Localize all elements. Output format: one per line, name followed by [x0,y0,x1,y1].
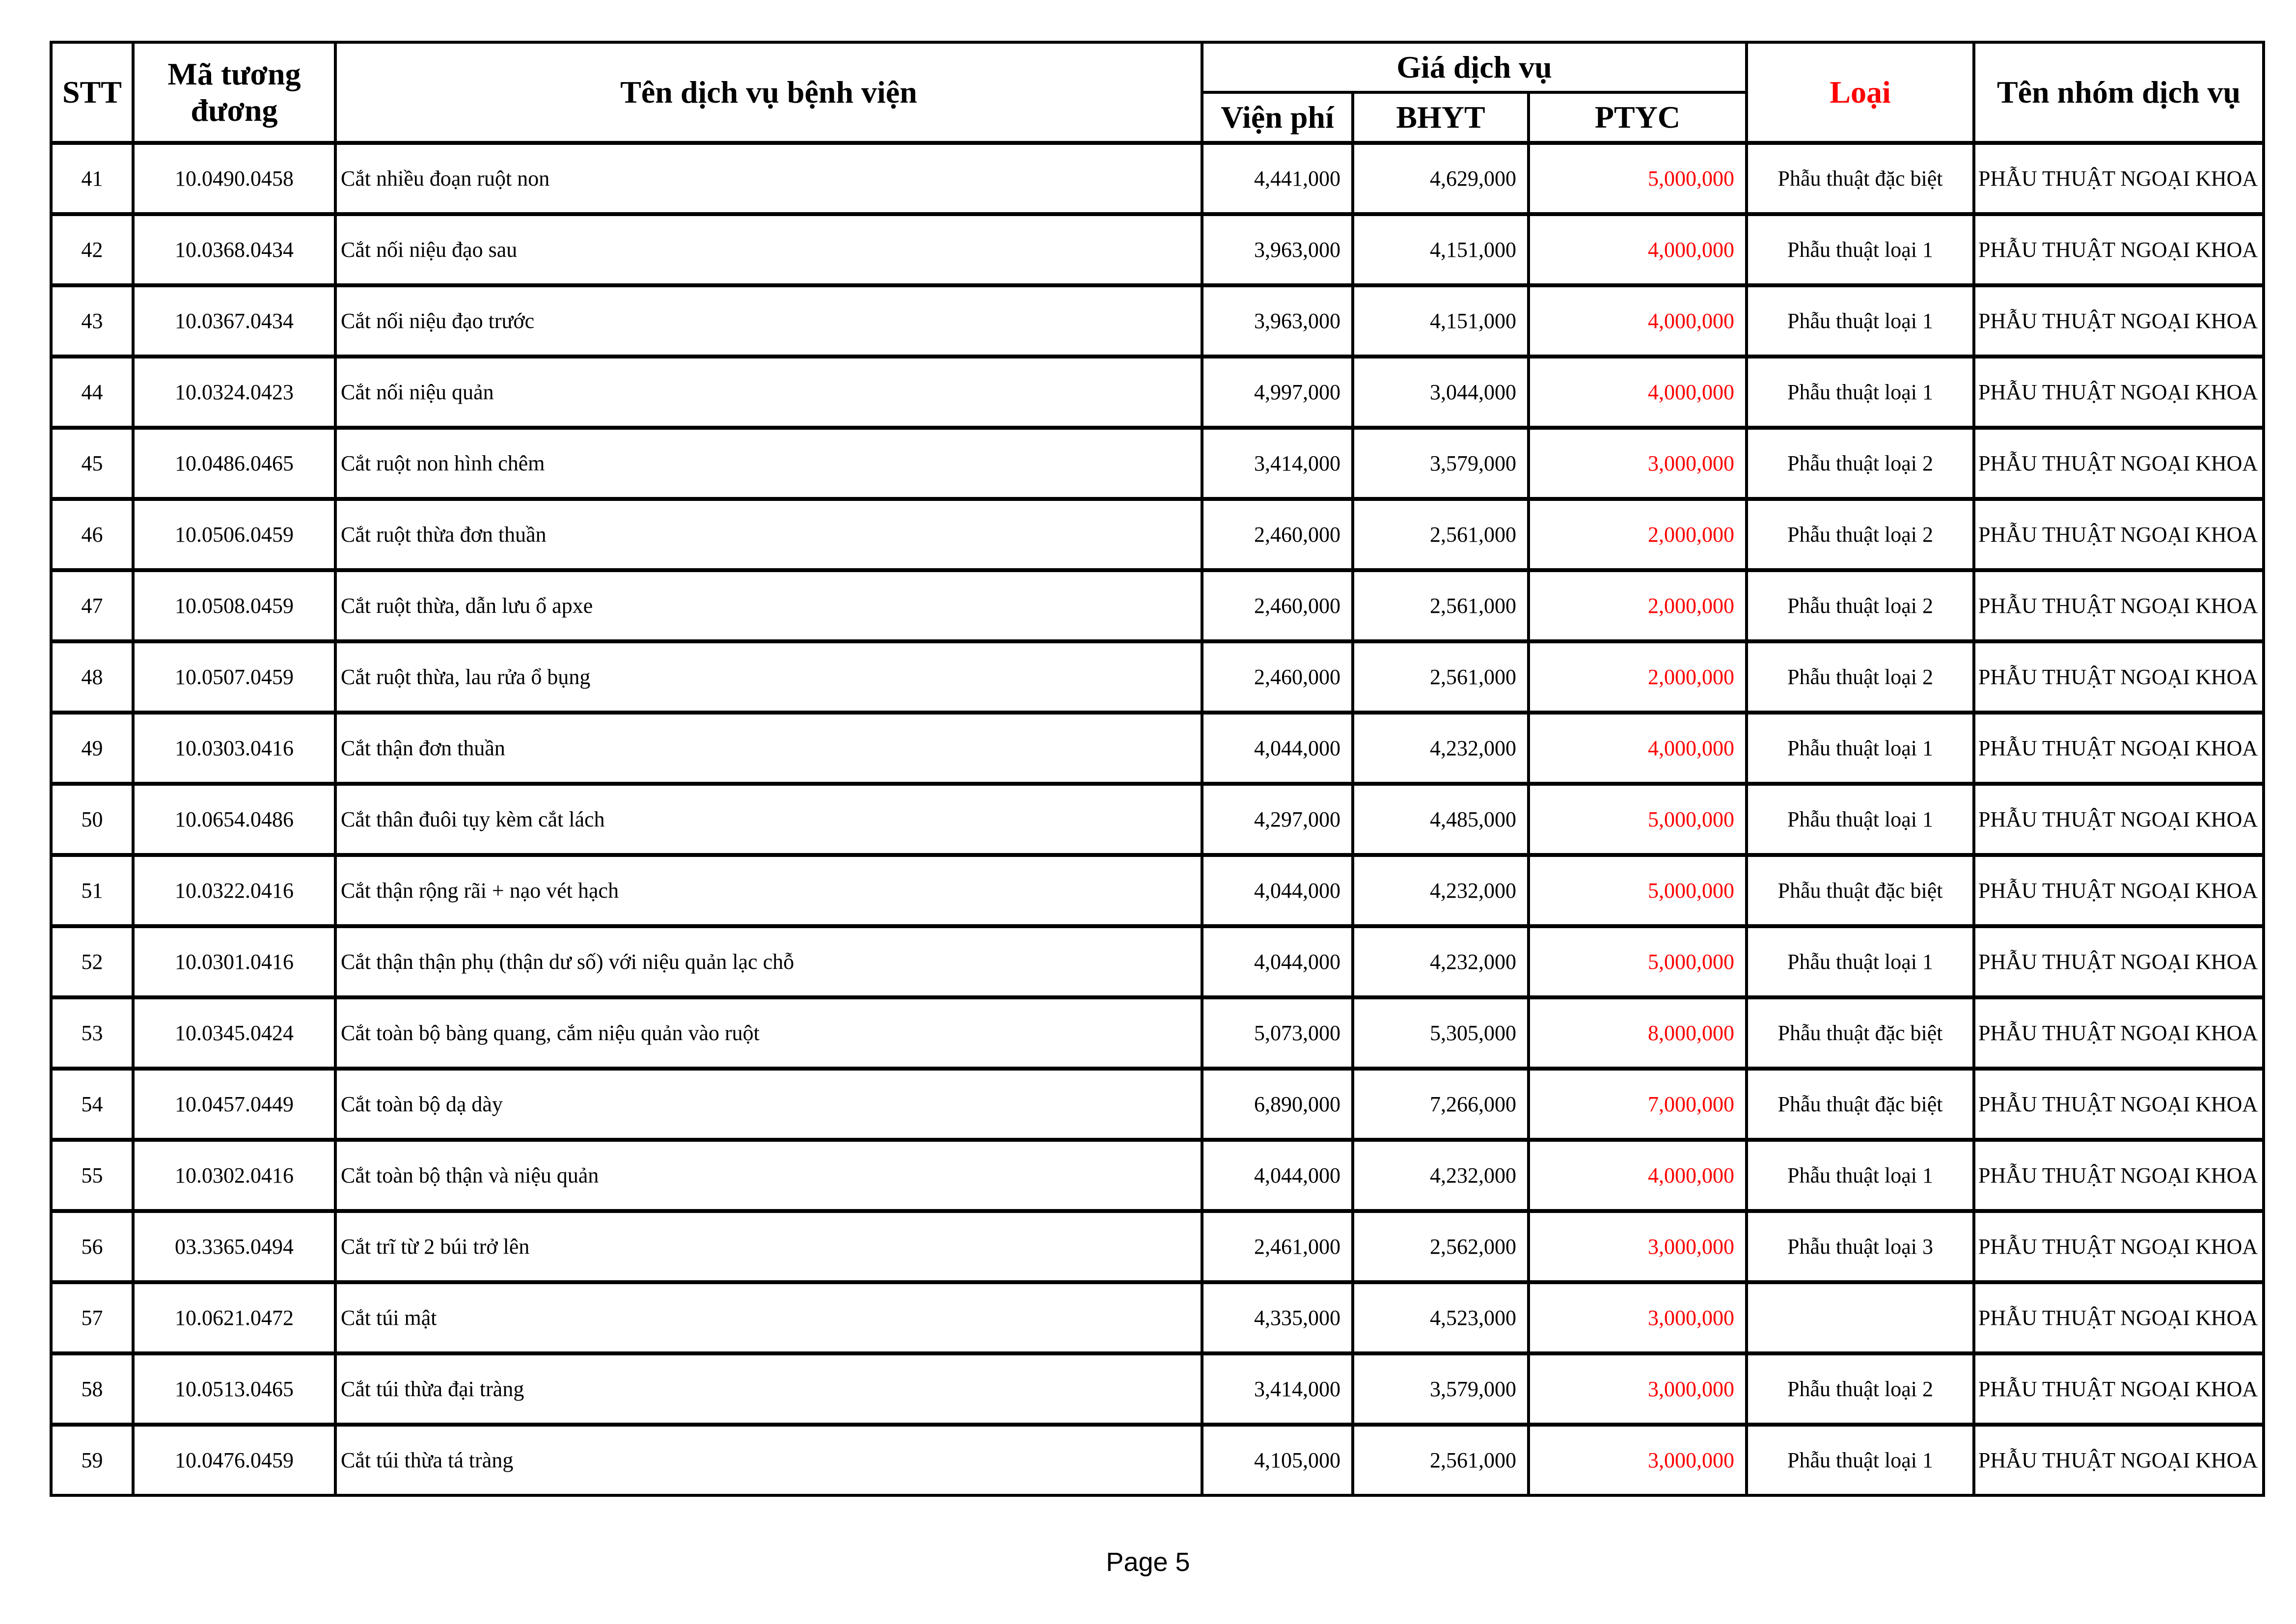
row-stt: 56 [51,1211,133,1282]
row-service-name: Cắt ruột thừa đơn thuần [335,499,1202,570]
row-stt: 52 [51,926,133,997]
row-service-name: Cắt nối niệu quản [335,357,1202,428]
row-vien-phi: 4,335,000 [1202,1282,1353,1353]
row-vien-phi: 3,414,000 [1202,428,1353,499]
row-service-name: Cắt túi thừa đại tràng [335,1353,1202,1425]
row-service-name: Cắt nối niệu đạo sau [335,214,1202,285]
row-ptyc: 2,000,000 [1529,641,1747,713]
row-stt: 55 [51,1140,133,1211]
header-ptyc: PTYC [1529,92,1747,143]
row-ptyc: 4,000,000 [1529,214,1747,285]
row-service-name: Cắt ruột thừa, lau rửa ổ bụng [335,641,1202,713]
table-row [51,926,2264,997]
row-loai: Phẫu thuật loại 1 [1747,713,1974,784]
row-bhyt: 3,579,000 [1353,1353,1529,1425]
table-row [51,285,2264,357]
row-loai: Phẫu thuật loại 1 [1747,926,1974,997]
row-group-name: PHẪU THUẬT NGOẠI KHOA [1974,214,2264,285]
row-code: 03.3365.0494 [133,1211,335,1282]
header-bhyt: BHYT [1353,92,1529,143]
row-group-name: PHẪU THUẬT NGOẠI KHOA [1974,499,2264,570]
row-code: 10.0654.0486 [133,784,335,855]
row-stt: 48 [51,641,133,713]
row-loai: Phẫu thuật đặc biệt [1747,997,1974,1069]
row-group-name: PHẪU THUẬT NGOẠI KHOA [1974,784,2264,855]
row-stt: 49 [51,713,133,784]
row-ptyc: 7,000,000 [1529,1069,1747,1140]
row-loai: Phẫu thuật đặc biệt [1747,143,1974,214]
row-stt: 57 [51,1282,133,1353]
row-code: 10.0367.0434 [133,285,335,357]
row-vien-phi: 4,044,000 [1202,926,1353,997]
header-price-group: Giá dịch vụ [1202,42,1747,92]
row-bhyt: 7,266,000 [1353,1069,1529,1140]
header-stt: STT [51,42,133,143]
row-stt: 51 [51,855,133,926]
row-vien-phi: 6,890,000 [1202,1069,1353,1140]
row-service-name: Cắt túi mật [335,1282,1202,1353]
row-code: 10.0324.0423 [133,357,335,428]
row-bhyt: 4,523,000 [1353,1282,1529,1353]
row-stt: 47 [51,570,133,641]
row-bhyt: 4,232,000 [1353,1140,1529,1211]
header-service-name: Tên dịch vụ bệnh viện [335,42,1202,143]
row-service-name: Cắt túi thừa tá tràng [335,1425,1202,1495]
row-vien-phi: 4,997,000 [1202,357,1353,428]
row-group-name: PHẪU THUẬT NGOẠI KHOA [1974,1425,2264,1495]
table-row [51,570,2264,641]
row-service-name: Cắt thận thận phụ (thận dư số) với niệu quản lạc chỗ [335,926,1202,997]
row-stt: 59 [51,1425,133,1495]
row-service-name: Cắt nối niệu đạo trước [335,285,1202,357]
row-ptyc: 3,000,000 [1529,428,1747,499]
row-bhyt: 4,629,000 [1353,143,1529,214]
header-loai: Loại [1747,42,1974,143]
row-vien-phi: 3,414,000 [1202,1353,1353,1425]
row-service-name: Cắt thân đuôi tụy kèm cắt lách [335,784,1202,855]
row-bhyt: 4,232,000 [1353,713,1529,784]
row-bhyt: 3,044,000 [1353,357,1529,428]
row-code: 10.0490.0458 [133,143,335,214]
row-stt: 41 [51,143,133,214]
row-loai: Phẫu thuật loại 1 [1747,357,1974,428]
table-row [51,1140,2264,1211]
row-loai: Phẫu thuật loại 1 [1747,784,1974,855]
row-vien-phi: 4,441,000 [1202,143,1353,214]
row-code: 10.0621.0472 [133,1282,335,1353]
row-stt: 45 [51,428,133,499]
row-loai: Phẫu thuật loại 2 [1747,499,1974,570]
header-group-name: Tên nhóm dịch vụ [1974,42,2264,143]
row-ptyc: 3,000,000 [1529,1282,1747,1353]
row-vien-phi: 2,460,000 [1202,499,1353,570]
row-bhyt: 4,151,000 [1353,285,1529,357]
row-service-name: Cắt toàn bộ dạ dày [335,1069,1202,1140]
table-row [51,784,2264,855]
row-code: 10.0322.0416 [133,855,335,926]
table-row [51,641,2264,713]
row-code: 10.0506.0459 [133,499,335,570]
row-service-name: Cắt trĩ từ 2 búi trở lên [335,1211,1202,1282]
row-code: 10.0303.0416 [133,713,335,784]
row-bhyt: 5,305,000 [1353,997,1529,1069]
row-stt: 50 [51,784,133,855]
row-group-name: PHẪU THUẬT NGOẠI KHOA [1974,855,2264,926]
row-bhyt: 3,579,000 [1353,428,1529,499]
row-group-name: PHẪU THUẬT NGOẠI KHOA [1974,1140,2264,1211]
row-stt: 54 [51,1069,133,1140]
row-bhyt: 2,561,000 [1353,1425,1529,1495]
row-bhyt: 2,561,000 [1353,499,1529,570]
row-service-name: Cắt thận đơn thuần [335,713,1202,784]
row-loai: Phẫu thuật đặc biệt [1747,1069,1974,1140]
row-loai: Phẫu thuật loại 2 [1747,1353,1974,1425]
row-service-name: Cắt ruột non hình chêm [335,428,1202,499]
row-group-name: PHẪU THUẬT NGOẠI KHOA [1974,357,2264,428]
row-code: 10.0513.0465 [133,1353,335,1425]
row-vien-phi: 3,963,000 [1202,285,1353,357]
row-bhyt: 2,562,000 [1353,1211,1529,1282]
row-ptyc: 5,000,000 [1529,855,1747,926]
row-ptyc: 5,000,000 [1529,143,1747,214]
row-vien-phi: 4,044,000 [1202,713,1353,784]
row-vien-phi: 4,105,000 [1202,1425,1353,1495]
header-vien-phi: Viện phí [1202,92,1353,143]
row-loai: Phẫu thuật loại 2 [1747,570,1974,641]
table-row [51,1282,2264,1353]
row-loai: Phẫu thuật loại 3 [1747,1211,1974,1282]
row-vien-phi: 3,963,000 [1202,214,1353,285]
row-ptyc: 2,000,000 [1529,499,1747,570]
service-price-table [50,41,2265,1497]
row-loai: Phẫu thuật đặc biệt [1747,855,1974,926]
row-stt: 53 [51,997,133,1069]
row-ptyc: 4,000,000 [1529,1140,1747,1211]
row-code: 10.0508.0459 [133,570,335,641]
table-row [51,214,2264,285]
row-ptyc: 5,000,000 [1529,926,1747,997]
row-vien-phi: 4,044,000 [1202,1140,1353,1211]
row-service-name: Cắt ruột thừa, dẫn lưu ổ apxe [335,570,1202,641]
row-loai: Phẫu thuật loại 1 [1747,214,1974,285]
row-loai: Phẫu thuật loại 2 [1747,428,1974,499]
row-group-name: PHẪU THUẬT NGOẠI KHOA [1974,641,2264,713]
row-ptyc: 4,000,000 [1529,285,1747,357]
row-loai: Phẫu thuật loại 1 [1747,1425,1974,1495]
row-code: 10.0476.0459 [133,1425,335,1495]
row-group-name: PHẪU THUẬT NGOẠI KHOA [1974,926,2264,997]
row-ptyc: 5,000,000 [1529,784,1747,855]
row-stt: 43 [51,285,133,357]
row-group-name: PHẪU THUẬT NGOẠI KHOA [1974,570,2264,641]
row-code: 10.0302.0416 [133,1140,335,1211]
row-ptyc: 2,000,000 [1529,570,1747,641]
row-group-name: PHẪU THUẬT NGOẠI KHOA [1974,143,2264,214]
row-code: 10.0301.0416 [133,926,335,997]
row-service-name: Cắt nhiều đoạn ruột non [335,143,1202,214]
row-code: 10.0486.0465 [133,428,335,499]
table-body [51,143,2264,1495]
row-bhyt: 4,485,000 [1353,784,1529,855]
row-bhyt: 4,151,000 [1353,214,1529,285]
row-service-name: Cắt toàn bộ bàng quang, cắm niệu quản vào ruột [335,997,1202,1069]
row-loai: Phẫu thuật loại 2 [1747,641,1974,713]
row-group-name: PHẪU THUẬT NGOẠI KHOA [1974,285,2264,357]
row-code: 10.0345.0424 [133,997,335,1069]
row-ptyc: 4,000,000 [1529,713,1747,784]
row-ptyc: 4,000,000 [1529,357,1747,428]
row-stt: 46 [51,499,133,570]
row-stt: 58 [51,1353,133,1425]
row-group-name: PHẪU THUẬT NGOẠI KHOA [1974,713,2264,784]
row-vien-phi: 2,460,000 [1202,570,1353,641]
row-bhyt: 2,561,000 [1353,641,1529,713]
row-group-name: PHẪU THUẬT NGOẠI KHOA [1974,1282,2264,1353]
table-row [51,713,2264,784]
table-header [51,42,2264,143]
table-row [51,499,2264,570]
row-code: 10.0457.0449 [133,1069,335,1140]
table-row [51,1211,2264,1282]
row-vien-phi: 2,461,000 [1202,1211,1353,1282]
row-ptyc: 8,000,000 [1529,997,1747,1069]
row-code: 10.0368.0434 [133,214,335,285]
row-vien-phi: 4,297,000 [1202,784,1353,855]
table-row [51,428,2264,499]
table-row [51,1353,2264,1425]
row-loai: Phẫu thuật loại 1 [1747,1140,1974,1211]
row-code: 10.0507.0459 [133,641,335,713]
row-bhyt: 2,561,000 [1353,570,1529,641]
row-group-name: PHẪU THUẬT NGOẠI KHOA [1974,1353,2264,1425]
row-service-name: Cắt thận rộng rãi + nạo vét hạch [335,855,1202,926]
row-vien-phi: 4,044,000 [1202,855,1353,926]
table-row [51,1425,2264,1495]
row-vien-phi: 5,073,000 [1202,997,1353,1069]
row-stt: 42 [51,214,133,285]
row-stt: 44 [51,357,133,428]
row-group-name: PHẪU THUẬT NGOẠI KHOA [1974,1211,2264,1282]
table-row [51,357,2264,428]
row-ptyc: 3,000,000 [1529,1425,1747,1495]
row-group-name: PHẪU THUẬT NGOẠI KHOA [1974,1069,2264,1140]
row-loai: Phẫu thuật loại 1 [1747,285,1974,357]
table-row [51,1069,2264,1140]
row-ptyc: 3,000,000 [1529,1211,1747,1282]
table-row [51,997,2264,1069]
table-row [51,143,2264,214]
row-bhyt: 4,232,000 [1353,855,1529,926]
row-bhyt: 4,232,000 [1353,926,1529,997]
row-ptyc: 3,000,000 [1529,1353,1747,1425]
row-group-name: PHẪU THUẬT NGOẠI KHOA [1974,428,2264,499]
row-loai [1747,1282,1974,1353]
row-group-name: PHẪU THUẬT NGOẠI KHOA [1974,997,2264,1069]
table-row [51,855,2264,926]
page-number: Page 5 [1106,1547,1190,1577]
row-service-name: Cắt toàn bộ thận và niệu quản [335,1140,1202,1211]
row-vien-phi: 2,460,000 [1202,641,1353,713]
header-code: Mã tương đương [133,42,335,143]
